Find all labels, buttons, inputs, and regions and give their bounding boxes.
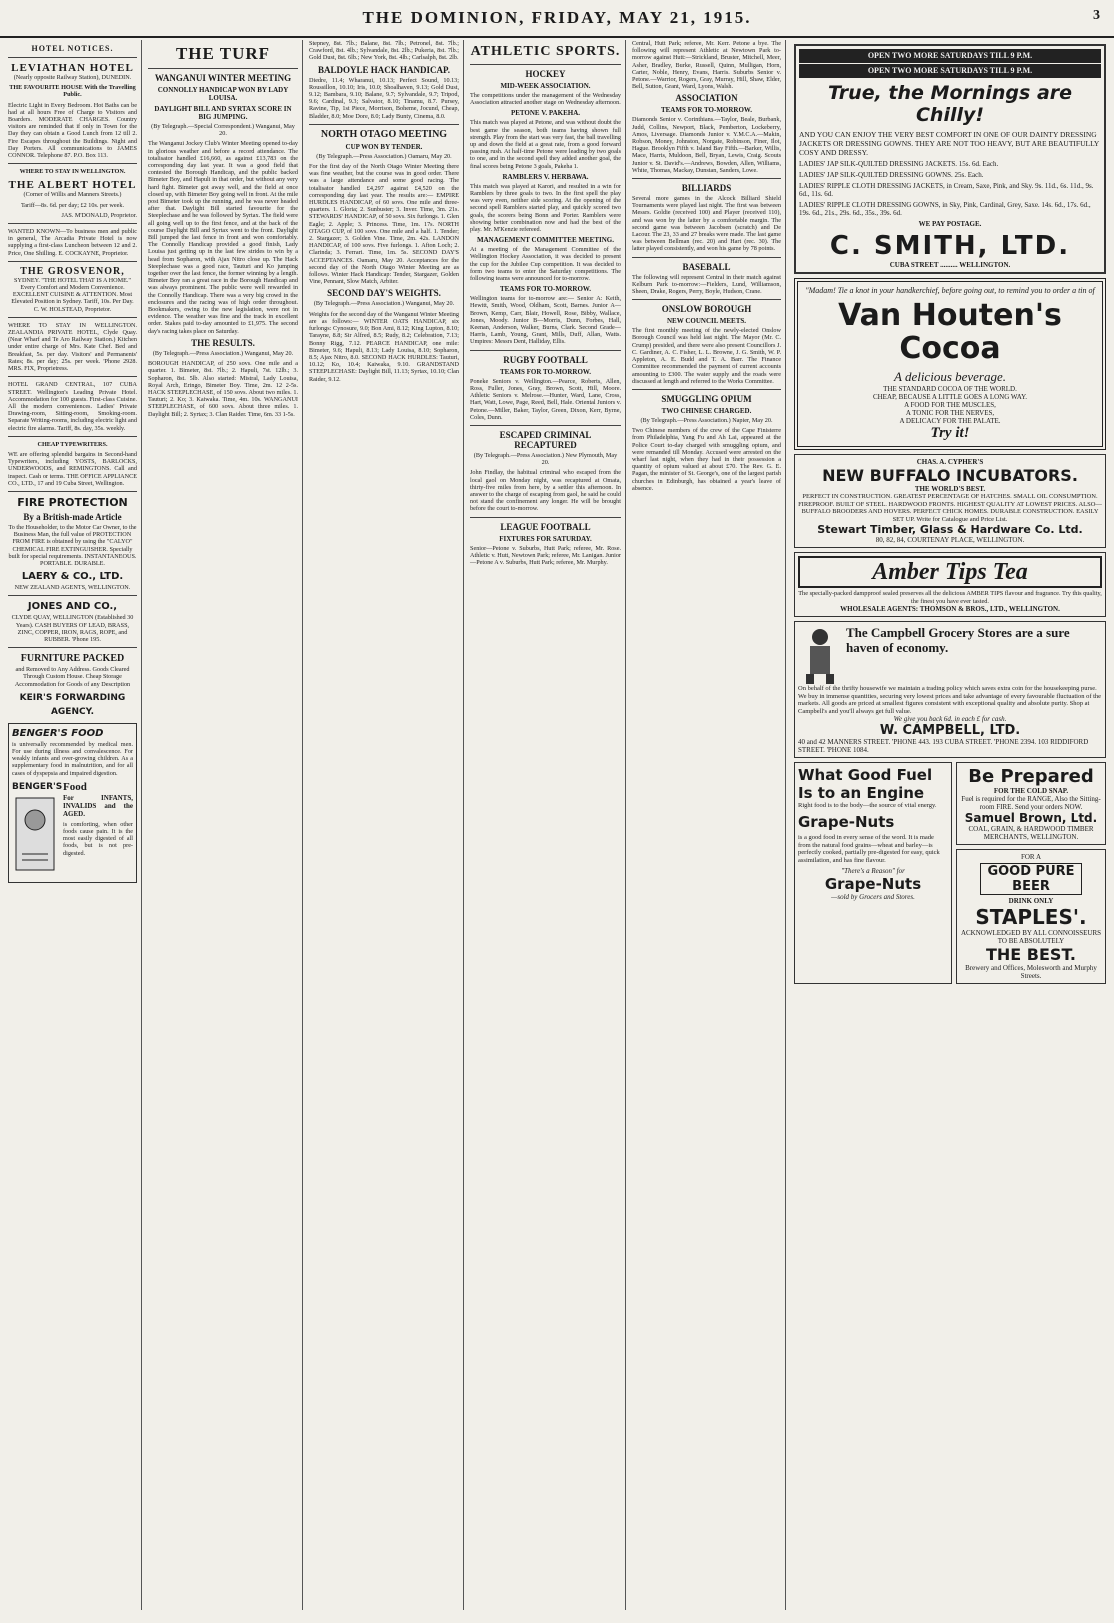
baldoyle-heading: BALDOYLE HACK HANDICAP. xyxy=(318,64,450,75)
van-houten-line-1: THE STANDARD COCOA OF THE WORLD. xyxy=(883,385,1017,393)
staples-name: STAPLES'. xyxy=(975,905,1087,929)
brown-address: COAL, GRAIN, & HARDWOOD TIMBER MERCHANTS, WELLINGTON. xyxy=(968,825,1094,841)
connolly-subheading: CONNOLLY HANDICAP WON BY LADY LOUISA. xyxy=(157,86,289,102)
benger-heading: BENGER'S FOOD xyxy=(12,727,104,739)
gn-heading: What Good Fuel Is to an Engine xyxy=(798,766,933,802)
jones-name: JONES AND CO., xyxy=(27,601,118,613)
brown-name: Samuel Brown, Ltd. xyxy=(964,811,1098,825)
staples-ack: ACKNOWLEDGED BY ALL CONNOISSEURS TO BE ABSOLUTELY xyxy=(960,929,1102,945)
results-heading: THE RESULTS. xyxy=(191,337,255,348)
divider xyxy=(8,647,137,648)
divider xyxy=(8,163,137,164)
staples-ad xyxy=(956,849,1106,984)
cheap-typewriters: CHEAP TYPEWRITERS. xyxy=(37,440,108,448)
masthead xyxy=(0,0,1114,38)
van-houten-madam: "Madam! Tie a knot in your handkerchief, before going out, to remind you to order a tin of xyxy=(805,286,1095,295)
divider xyxy=(470,425,621,426)
cypher-heading: NEW BUFFALO INCUBATORS. xyxy=(822,466,1078,485)
divider xyxy=(470,350,621,351)
cypher-address: 80, 82, 84, COURTENAY PLACE, WELLINGTON. xyxy=(875,536,1025,544)
council-heading: NEW COUNCIL MEETS. xyxy=(666,317,747,326)
right-ads xyxy=(956,762,1106,984)
van-houten-name: Van Houten's Cocoa xyxy=(838,298,1062,366)
athletic-sports-heading: ATHLETIC SPORTS. xyxy=(470,44,621,59)
management-heading: MANAGEMENT COMMITTEE MEETING. xyxy=(477,236,614,245)
samuel-brown-ad xyxy=(956,762,1106,845)
grape-nuts-ad xyxy=(794,762,952,984)
smith-address: CUBA STREET .......... WELLINGTON. xyxy=(889,261,1011,269)
benger-tin-illustration xyxy=(12,794,58,874)
assoc-teams-heading: TEAMS FOR TO-MORROW. xyxy=(660,106,753,115)
gn-brand-2: Grape-Nuts xyxy=(824,875,922,893)
column-2 xyxy=(144,40,303,1610)
divider xyxy=(470,517,621,518)
hotel-notices-header: HOTEL NOTICES. xyxy=(31,44,114,53)
otago-body: For the first day of the North Otago Winter Meeting there was fine weather, but the course was in good order. There was a large attendance and some good racing. The totalisator handled £4,297 against £4,520 on the corresponding day last year. The results are:— EMPIRE HURDLES HANDICAP, of 60 sovs. One mile and three-quarters. 1. Gloria; 2. Sunbuster; 3. Inver. Time, 3m. 21s. STEWARDS' HANDICAP, of 50 sovs. Six furlongs. 1. Glen Eagle; 2. Apple; 3. Princess. Time, 1m. 17s. NORTH OTAGO CUP, of 100 sovs. One mile and a half. 1. Tender; 2. Stargazer; 3. Golden Vine. Time, 2m. 42s. LANDON HANDICAP, of 100 sovs. Five furlongs. 1. Afton Loch; 2. Clarinda; 3. Ferrari. Time, 1m. 5s. SECOND DAY'S ACCEPTANCES. Oamaru, May 20. Acceptances for the second day of the North Otago Winter Meeting are as follows. Winter Hack Handicap: Tender, Stargazer, Golden Vine, Pennant, Slow Match, Arbiter. xyxy=(309,163,459,286)
assoc-teams-body: Diamonds Senior v. Corinthians.—Taylor, Beale, Burbank, Judd, Collins, Newport, Black, Pemberton, Lockeberry, Amos, Liversage. Diamonds Junior v. Y.M.C.A.—Makin, Robson, Money, Johnston, Norgate, Robinson, Finer, Ilot, Hague. Brooklyn Fifth v. Island Bay Fifth.—Barker, Willis, Mace, Harris, Muldoon, Bell, Bryan, Lewis, Craig. Scouts Junior v. St. David's.—Andrews, Bowden, Allen, Williams, White, Thomas, Mackay, Dunstan, Sanders, Lowe. xyxy=(632,116,781,174)
smith-line-1: LADIES' JAP SILK-QUILTED DRESSING JACKETS. 15s. 6d. Each. xyxy=(799,160,999,168)
newspaper-title: THE DOMINION, FRIDAY, MAY 21, 1915. xyxy=(362,8,752,27)
divider xyxy=(632,389,781,390)
cypher-line-2: THE WORLD'S BEST. xyxy=(914,485,986,493)
column-6-ads xyxy=(790,40,1110,1610)
turf-heading: THE TURF xyxy=(175,44,271,63)
laery-name: LAERY & CO., LTD. xyxy=(21,571,124,583)
van-houten-line-3: A FOOD FOR THE MUSCLES, xyxy=(904,401,996,409)
smith-line-3: LADIES' RIPPLE CLOTH DRESSING JACKETS, in Cream, Saxe, Pink, and Sky. 9s. 11d., 6s. 11d., 9s. 6d., 11s. 6d. xyxy=(799,182,1094,198)
fixtures-body: Senior—Petone v. Suburbs, Hutt Park; referee, Mr. Rose. Athletic v. Hutt, Newtown Park; referee, Mr. Lanigan. Junior—Petone A v. Suburbs, Hutt Park; referee, Mr. Murphy. xyxy=(470,544,621,566)
keir-name: KEIR'S FORWARDING AGENCY. xyxy=(19,692,126,717)
van-houten-line-2: CHEAP, BECAUSE A LITTLE GOES A LONG WAY. xyxy=(872,393,1028,401)
campbell-name: W. CAMPBELL, LTD. xyxy=(879,723,1021,738)
divider xyxy=(8,317,137,318)
association-heading: ASSOCIATION xyxy=(675,93,738,104)
midweek-heading: MID-WEEK ASSOCIATION. xyxy=(500,82,591,90)
van-houten-ad xyxy=(794,278,1106,450)
campbell-address: 40 and 42 MANNERS STREET. 'PHONE 443. 193 CUBA STREET. 'PHONE 2394. 103 RIDDIFORD STREET. 'PHONE 1084. xyxy=(798,738,1089,754)
hockey-teams-body: Wellington teams for to-morrow are:— Senior A: Keith, Hewitt, Smith, Wood, Oldham, Scott, Barnes. Junior A—Brown, Kemp, Carr, Blair, Howell, Rose, Bibby, Wallace, Jones, Moody. Junior B—Morris, Dunn, Forbes, Hall, Keenan, Anderson, Walker, Burns, Clark. Second Grade—Harris, Lamb, Young, Grant, Mills, Duff, Allan, Watts. Umpires: Messrs Dent, Halliday, Ellis. xyxy=(470,295,621,346)
staples-address: Brewery and Offices, Molesworth and Murphy Streets. xyxy=(965,964,1097,980)
jones-body: CLYDE QUAY, WELLINGTON (Established 30 Years). CASH BUYERS OF LEAD, BRASS, ZINC, COPPER, IRON, RAGS, ROPE, and RUBBER. 'Phone 195. xyxy=(11,614,134,643)
arcadia-notice: WANTED KNOWN—To business men and public in general, The Arcadia Private Hotel is now supplying a first-class Luncheon between 12 and 2. Price, One Shilling. E. COCKAYNE, Proprietor. xyxy=(8,228,137,257)
results-body: BOROUGH HANDICAP, of 250 sovs. One mile and a quarter. 1. Bimeter, 8st. 7lb.; 2. Hapuli, 7st. 12lb.; 3. Sopharon, 8st. 5lb. Also started: Mistral, Lady Louisa, Royal Arch, Eringo, Bimeter Boy. Time, 2m. 12 2-5s. HACK STEEPLECHASE, of 150 sovs. About two miles. 1. Tauturi; 2. Ko; 3. Kaiwaka. Time, 4m. 10s. WANGANUI STEEPLECHASE, of 600 sovs. About three miles. 1. Daylight Bill; 2. Syrtax; 3. Clan Raider. Time, 6m. 33 1-5s. xyxy=(148,360,298,418)
column-1 xyxy=(4,40,142,1610)
ramblers-heading: RAMBLERS V. HERBAWA. xyxy=(502,172,589,181)
divider xyxy=(8,436,137,437)
column-5 xyxy=(628,40,786,1610)
amber-tips-ad xyxy=(794,552,1106,617)
divider xyxy=(632,178,781,179)
benger-for: For INFANTS, INVALIDS and the AGED. xyxy=(63,793,133,818)
fire-protection-sub: By a British-made Article xyxy=(23,511,122,522)
gn-body-2: is a good food in every sense of the word. It is made from the natural food grains—wheat and barley—is perfectly cooked, partially pre-digested for easy, quick assimilation, and has fine flavour. xyxy=(798,834,940,864)
smith-ad xyxy=(794,44,1106,274)
laery-sub: NEW ZEALAND AGENTS, WELLINGTON. xyxy=(14,584,131,592)
column-3 xyxy=(305,40,464,1610)
management-body: At a meeting of the Management Committee of the Wellington Hockey Association, it was decided to present the cup for the Jubilee Cup competition. It was decided to form two teams to enter the Saturday competitions. The following teams were announced for to-morrow. xyxy=(470,246,621,283)
onslow-heading: ONSLOW BOROUGH xyxy=(661,304,752,315)
staples-top: FOR A xyxy=(1020,853,1042,861)
grand-central-notice: HOTEL GRAND CENTRAL, 107 CUBA STREET. Wellington's Leading Private Hotel. Accommodation for 100 guests. First-class Cuisine. All the modern conveniences. Ladies' Private Drawing-room, Sitting-room, Smoking-room. Separate Writing-rooms, including electric light and electric fire alarms. Tariff, 8s. day, 35s. weekly. xyxy=(8,381,137,432)
albert-name: THE ALBERT HOTEL xyxy=(8,179,137,192)
cypher-line-1: CHAS. A. CYPHER'S xyxy=(916,458,984,466)
midweek-body: The competitions under the management of the Wednesday Association attracted another stage on Wednesday afternoon. xyxy=(470,92,621,107)
smith-banner-1: OPEN TWO MORE SATURDAYS TILL 9 P.M. xyxy=(799,49,1101,63)
leviathan-name: LEVIATHAN HOTEL xyxy=(11,62,134,74)
rugby-heading: RUGBY FOOTBALL xyxy=(503,354,588,365)
escaped-byline: (By Telegraph.—Press Association.) New Plymouth, May 20. xyxy=(473,451,618,467)
petone-pakeha-heading: PETONE V. PAKEHA. xyxy=(510,109,581,118)
hockey-heading: HOCKEY xyxy=(525,69,566,79)
column-4 xyxy=(466,40,626,1610)
gn-brand: Grape-Nuts xyxy=(798,813,895,831)
leviathan-body: Electric Light in Every Bedroom. Hot Baths can be had at all hours Free of Charge to Visitors and Boarders. MODERATE CHARGES. Country visitors are reminded that if only in Town for the Day they can obtain a Good Lunch from 12 till 2. Fire Escapes throughout the Buildings. Night and Day Porters. All communications to JAMES CONNOR. Telephone 87. P.O. Box 113. xyxy=(8,101,137,160)
campbell-heading: The Campbell Grocery Stores are a sure haven of economy. xyxy=(846,625,1070,655)
amber-agents: WHOLESALE AGENTS: THOMSON & BROS., LTD., WELLINGTON. xyxy=(840,605,1060,613)
staples-drink: DRINK ONLY xyxy=(1008,897,1054,905)
divider xyxy=(8,223,137,224)
baseball-body: The following will represent Central in their match against Kelburn Park to-morrow:—Fielders, Lund, Williamson, Sheen, Drake, Rogers, Perry, Boyle, Hudson, Crane. xyxy=(632,273,781,296)
brown-sub: FOR THE COLD SNAP. xyxy=(993,787,1069,795)
divider xyxy=(8,376,137,377)
campbell-ad xyxy=(794,621,1106,758)
weights-byline: (By Telegraph.—Press Association.) Wanganui, May 20. xyxy=(313,300,455,308)
league-continued: Central, Hutt Park; referee, Mr. Kerr. Petone a bye. The following will represent Athletic at Newtown Park to-morrow against Hutt:—Strickland, Bruster, Mitchell, Meer, Asher, Bradley, Burke, Russell, Quinn, Mulligan, Horn, Carter, Noble, Henry, Evans, Harris. Suburbs Senior v. Petone.—Warrior, Rogers, Gray, Murray, Hill, Shaw, Elder, Bell, Sutton, Grant, Ward, Lyons, Walsh. xyxy=(632,40,781,91)
ramblers-body: This match was played at Karori, and resulted in a win for Ramblers by three goals to two. In the first spell the play was very even, neither side scoring. At the opening of the second spell Ramblers started play, and quickly scored two goals, the scorers being Bonn and Porter. Ramblers were showing better combination now and had the best of the play. Mr. M'Kenzie refereed. xyxy=(470,182,621,234)
staples-best: THE BEST. xyxy=(985,945,1076,964)
gn-reason: "There's a Reason" for xyxy=(841,867,905,875)
smith-body: AND YOU CAN ENJOY THE VERY BEST COMFORT IN ONE OF OUR DAINTY DRESSING JACKETS OR DRESSING GOWNS. THEY ARE NOT TOO HEAVY, BUT ARE BEAUTIFULLY COSY AND DRESSY. xyxy=(799,130,1100,157)
divider xyxy=(632,299,781,300)
cypher-name: Stewart Timber, Glass & Hardware Co. Ltd. xyxy=(817,523,1083,536)
baldoyle-body: Diedre, 11.4; Wharanui, 10.13; Perfect Sound, 10.13; Roussillon, 10.10; Iris, 10.0; Shoalhaven, 9.13; Gold Dust, 9.12; Bambara, 9.10; Balane, 9.7; Sylvandale, 9.7; Tripod, 9.6; Cardinal, 9.3; Salvator, 8.10; Tinamu, 8.7. Pursey, Ravine, Tip, 1st Piece, Morrison, Boheme, Jocund, Cheap, Bladder, 8.0; Moe Dore, 8.0; Lady Bunty, Cinema, 8.0. xyxy=(309,76,459,120)
zealandia-notice: WHERE TO STAY IN WELLINGTON. ZEALANDIA PRIVATE HOTEL, Clyde Quay. (Near Wharf and Te Aro Railway Station.) Kitchen under entire charge of Mrs. Kate Chef. Bed and Breakfast, 5s. per day. Visitors' and Permanents' Rates; 8s. per day; 25s. per week. 'Phone 2928. MRS. FIX, Proprietress. xyxy=(8,321,137,373)
billiards-body: Several more games in the Alcock Billiard Shield Tournaments were played last night. The first was between Messrs. Goldie (received 100) and Player (received 110), and was won by the latter by a comfortable margin. The second game was between Jacobsen (scratch) and De Lacour. The 23, 33 and 27 breaks were made. The last game was between Bellman (rec. 20) and Hart (rec. 30). The latter played consistently, and won his game by 78 points. xyxy=(632,195,781,253)
benger-logo: BENGER'S xyxy=(12,781,63,792)
grocer-figure-illustration xyxy=(798,625,842,685)
amber-heading: Amber Tips Tea xyxy=(798,556,1102,588)
smuggling-body: Two Chinese members of the crew of the Cape Finisterre from Philadelphia, Yang Fu and Ah Lai, appeared at the Police Court to-day charged with smuggling opium, and were remanded till Monday. Accused were arrested on the wharf last night, when they had in their possession a quantity of opium valued at about £70. The Rev. G. E. Pagan, the minister of St. George's, one of the largest parish churches in Edinburgh, has obtained a year's leave of absence. xyxy=(632,427,781,492)
hockey-teams-heading: TEAMS FOR TO-MORROW. xyxy=(499,285,592,294)
van-houten-line-5: A DELICACY FOR THE PALATE. xyxy=(899,417,1001,425)
gn-sold: —sold by Grocers and Stores. xyxy=(831,893,915,901)
smith-banner-2: OPEN TWO MORE SATURDAYS TILL 9 P.M. xyxy=(799,64,1101,78)
van-houten-tag: A delicious beverage. xyxy=(893,369,1007,384)
escaped-body: John Findlay, the habitual criminal who escaped from the local gaol on Monday night, was recaptured at Omata, thirty-five miles from here, by a settler this afternoon. In answer to the charge of escaping from gaol, he said he could not stand the confinement any longer. He will be brought before the court to-morrow. xyxy=(470,469,621,513)
onslow-body: The first monthly meeting of the newly-elected Onslow Borough Council was held last night. The Mayor (Mr. C. Crump) presided, and there were also present Councillors J. C. Gardiner, A. C. Fisher, L. L. Browne, J. G. Smith, W. P. Appleton, A. E. Budd and T. A. Barr. The Finance Committee recommended the payment of current accounts amounting to £300. The water supply and the roads were discussed at length and referred to the Works Committee. xyxy=(632,327,781,385)
leviathan-address: (Nearly opposite Railway Station), DUNEDIN. xyxy=(13,74,132,81)
chinese-charged-heading: TWO CHINESE CHARGED. xyxy=(661,406,752,415)
fire-protection-body: To the Householder, to the Motor Car Owner, to the Business Man, the full value of PROTECTION FROM FIRE is obtained by using the "CALYO" CHEMICAL FIRE EXTINGUISHER. Specially built for special requirements. INSTANTANEOUS. PORTABLE. DURABLE. xyxy=(8,523,137,567)
smith-line-2: LADIES' JAP SILK-QUILTED DRESSING GOWNS. 25s. Each. xyxy=(799,171,984,179)
smith-name: C. SMITH, LTD. xyxy=(829,231,1071,261)
where-to-stay: WHERE TO STAY IN WELLINGTON. xyxy=(19,168,126,176)
brown-heading: Be Prepared xyxy=(968,766,1094,787)
smith-headline: True, the Mornings are Chilly! xyxy=(827,82,1073,126)
leviathan-tagline: THE FAVOURITE HOUSE With the Travelling Public. xyxy=(9,84,136,99)
bottom-ads xyxy=(794,762,1106,984)
otago-byline: (By Telegraph.—Press Association.) Oamaru, May 20. xyxy=(316,152,452,160)
rugby-teams-heading: TEAMS FOR TO-MORROW. xyxy=(499,367,592,376)
fire-protection-heading: FIRE PROTECTION xyxy=(17,495,128,509)
daylight-subheading: DAYLIGHT BILL AND SYRTAX SCORE IN BIG JUMPING. xyxy=(154,105,292,121)
billiards-heading: BILLIARDS xyxy=(681,183,732,194)
baseball-heading: BASEBALL xyxy=(682,261,731,272)
north-otago-heading: NORTH OTAGO MEETING xyxy=(320,128,448,140)
smuggling-heading: SMUGGLING OPIUM xyxy=(661,393,752,404)
second-day-weights-heading: SECOND DAY'S WEIGHTS. xyxy=(327,288,441,299)
escaped-criminal-heading: ESCAPED CRIMINAL RECAPTURED xyxy=(499,429,592,450)
smuggling-byline: (By Telegraph.—Press Association.) Napier, May 20. xyxy=(640,416,773,424)
weights-continued: Stepney, 8st. 7lb.; Balane, 8st. 7lb.; Petronel, 8st. 7lb.; Crawford, 8st. 4lb.; Sylvandale, 8st. 2lb.; Pukeria, 8st. 7lb.; Gold Dust, 8st. 6lb.; New York, 8st. 4lb.; Carlsalph, 8st. 2lb. xyxy=(309,40,459,62)
albert-owner: JAS. M'DONALD, Proprietor. xyxy=(61,211,137,219)
fixtures-heading: FIXTURES FOR SATURDAY. xyxy=(499,534,592,543)
cypher-body: PERFECT IN CONSTRUCTION. GREATEST PERCENTAGE OF HATCHES. SMALL OIL CONSUMPTION. FIREPROOF. BUILT OF STEEL. HARDWOOD FRONTS. HIGHEST QUALITY AT LOWEST PRICES. ALSO—BUFFALO BROODERS AND HOVERS. PERFECT CHICK HOMES. DURABLE CONSTRUCTION. EASILY SET UP. Write for Catalogue and Price List. xyxy=(798,493,1102,523)
grosvenor-name: THE GROSVENOR, xyxy=(20,265,125,277)
divider xyxy=(8,57,137,58)
divider xyxy=(470,64,621,65)
campbell-prices: We give you back 6d. in each £ for cash. xyxy=(893,715,1007,723)
divider xyxy=(632,257,781,258)
brown-body: Fuel is required for the RANGE, Also the Sitting-room FIRE. Send your orders NOW. xyxy=(961,795,1101,811)
weights-body: Weights for the second day of the Wanganui Winter Meeting are as follows:— WINTER OATS HANDICAP, six furlongs: Cynosure, 9.0; Bon Ami, 8.12; King Lupton, 8.10; Tarayne, 8.8; Sir Alfred, 8.5; Rudy, 8.2; Celebration, 7.13; Bonny Rigg, 7.12. PEARCE HANDICAP, one mile: Bimeter, 9.6; Hapuli, 8.13; Lady Louisa, 8.10; Sopharon, 8.5; Ajax Nitro, 8.0. SECOND HACK HURDLES: Tauturi, 10.12; Ko, 10.4; Kaiwaka, 9.10. GRANDSTAND STEEPLECHASE: Daylight Bill, 11.13; Syrtax, 10.10; Clan Raider, 9.12. xyxy=(309,310,459,383)
van-houten-try: Try it! xyxy=(930,425,970,441)
cypher-ad xyxy=(794,454,1106,548)
staples-good: GOOD PURE BEER xyxy=(980,863,1082,895)
divider xyxy=(309,124,459,125)
grosvenor-body: SYDNEY. "THE HOTEL THAT IS A HOME." Every Comfort and Modern Convenience. EXCELLENT CUISINE & ATTENTION. Most Elevated Position in Sydney. Tariff, 10s. Per Day. C. W. HOLSTEAD, Proprietor. xyxy=(11,276,134,313)
albert-tariff: Tariff—8s. 6d. per day; £2 10s. per week. xyxy=(20,201,125,209)
turf-body: The Wanganui Jockey Club's Winter Meeting opened to-day in glorious weather and before a record attendance. The totalisator handled £16,660, as against £13,783 on the corresponding day last year. It was a good field that contested the Borough Handicap, and the public backed Bimeter Boy, and Hapuli in that order, but without any very hard fight. Bimeter got away well, and the field at once closed up, with Bimeter Boy going well in front. At the mile post Bimeter took up the running, and he was never headed after that. Daylight Bill started favourite for the Steeplechase and he was followed by Syrtax. The field were all going well up to the first fence, and at the back of the course Daylight Bill and Syrtax went to the front. Daylight Bill jumped the last fence in front and won comfortably. The Connolly Handicap provided a good finish, Lady Louisa just getting up in the last few strides to win by a head from Sopharon, with Ajax Nitro close up. The Hack Steeplechase was a good race, Tauturi and Ko jumping together over the last fence, the former winning by a length. Bimeter Boy ran a great race in the Borough Handicap and was always prominent. The public were well rewarded in the Connolly Handicap. There was a very big crowd in the enclosures and the racing was of high order throughout. Bookmakers, owing to the new legislation, were not in evidence. The weather was fine and the track in excellent order. Stakes paid to-day amounted to £1,975. The second day's racing takes place on Saturday. xyxy=(148,140,298,335)
results-byline: (By Telegraph.—Press Association.) Wanganui, May 20. xyxy=(152,349,294,357)
benger-food: Food xyxy=(63,780,87,793)
divider xyxy=(8,261,137,262)
divider xyxy=(148,68,298,69)
smith-line-4: LADIES' RIPPLE CLOTH DRESSING GOWNS, in Sky, Pink, Cardinal, Grey, Saxe. 14s. 6d., 17s. 6d., 19s. 6d., 21s., 29s. 6d., 35s., 39s. 6d. xyxy=(799,201,1091,217)
divider xyxy=(8,491,137,492)
divider xyxy=(8,595,137,596)
benger-body: is universally recommended by medical men. For use during illness and convalescence. For weakly infants and over-growing children. As a supplementary food in malnutrition, and for all cases of dyspepsia and impaired digestion. xyxy=(12,740,133,777)
benger-side: is comforting, when other foods cause pain. It is the most easily digested of all foods, but is not pre-digested. xyxy=(63,820,133,857)
rugby-teams-body: Poneke Seniors v. Wellington.—Pearce, Roberts, Allen, Ross, Fuller, Jones, Gray, Brown, Scott, Hill, Moore. Athletic Seniors v. Melrose.—Hunter, Ward, Lane, Cross, Hart, Watt, Lowe, Page, Reed, Bell, Hale. Oriental Juniors v. Petone.—Miller, Baker, Taylor, Green, Dixon, Kerr, Byrne, Coles, Dunn. xyxy=(470,377,621,421)
van-houten-line-4: A TONIC FOR THE NERVES, xyxy=(905,409,995,417)
league-heading: LEAGUE FOOTBALL xyxy=(500,521,591,532)
typewriter-notice: WE are offering splendid bargains in Second-hand Typewriters, including YOSTS, BARLOCKS, UNDERWOODS, and REMINGTONS. Call and inspect. Cash or terms. THE OFFICE APPLIANCE CO., LTD., 17 and 19 Cuba Street, Wellington. xyxy=(8,450,137,487)
turf-byline: (By Telegraph.—Special Correspondent.) Wanganui, May 20. xyxy=(151,123,295,138)
page-number: 3 xyxy=(1093,8,1100,23)
amber-body: The specially-packed dampproof sealed preserves all the delicious AMBER TIPS flavour and fragrance. Try this quality, the finest you have ever tasted. xyxy=(798,590,1102,605)
petone-pakeha-body: This match was played at Petone, and was without doubt the best game the season, both teams having shown full strength. Play from the start was very fast, the ball travelling up and down the field at a great rate, from a good forward passing rush. At half-time Petone were leading by two goals to one, and in the second spell they added another goal, the final scores being Petone 3 goals, Pakeha 1. xyxy=(470,119,621,170)
furniture-heading: FURNITURE PACKED xyxy=(20,653,125,665)
furniture-body: and Removed to Any Address. Goods Cleared Through Custom House. Cheap Storage Accommodation for Goods of any Description xyxy=(14,666,131,688)
campbell-body: On behalf of the thrifty housewife we maintain a trading policy which saves extra coin for the housekeeping purse. We buy in immense quantities, securing very lowest prices and take advantage of every favourable fluctuation of the markets. All goods are priced at smallest figures consistent with exceptional quality and absolute purity. Shop at Campbell's and you'll always get full value. xyxy=(798,685,1102,715)
cup-subheading: CUP WON BY TENDER. xyxy=(345,142,423,151)
albert-address: (Corner of Willis and Manners Streets.) xyxy=(23,191,122,199)
smith-postage: WE PAY POSTAGE. xyxy=(918,220,982,228)
meeting-heading: WANGANUI WINTER MEETING xyxy=(154,73,292,83)
gn-body: Right food is to the body—the source of vital energy. xyxy=(798,802,937,809)
benger-ad xyxy=(8,723,137,883)
